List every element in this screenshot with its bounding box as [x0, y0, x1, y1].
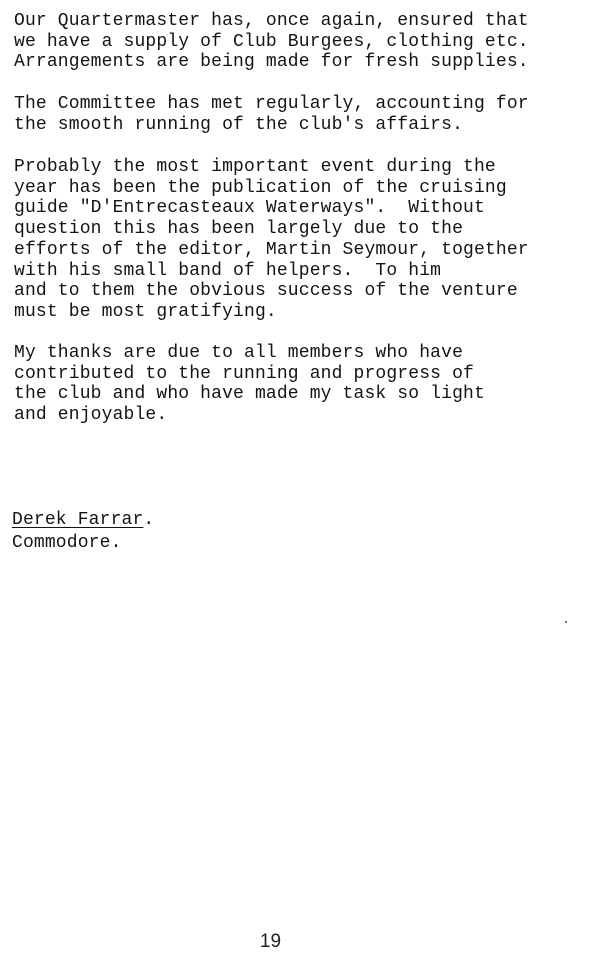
text-line: the smooth running of the club's affairs.: [14, 114, 464, 135]
text-line: Our Quartermaster has, once again, ensured that: [14, 11, 529, 31]
text-line: guide "D'Entrecasteaux Waterways". Without: [14, 198, 485, 219]
text-line: year has been the publication of the cruising: [14, 177, 507, 198]
signature-name: Derek Farrar: [12, 510, 144, 530]
paragraph-committee: [14, 94, 529, 135]
text-line: and enjoyable.: [14, 405, 168, 426]
paragraph-thanks: [14, 343, 485, 426]
text-line: we have a supply of Club Burgees, clothing etc.: [14, 31, 529, 52]
signature-title: Commodore.: [12, 533, 122, 553]
signature-name-suffix: .: [143, 510, 155, 530]
text-line: Arrangements are being made for fresh supplies.: [14, 52, 529, 73]
text-line: Probably the most important event during the: [14, 157, 496, 177]
text-line: with his small band of helpers. To him: [14, 260, 442, 281]
text-line: My thanks are due to all members who have: [14, 343, 464, 363]
scan-speck: [565, 621, 567, 623]
text-line: and to them the obvious success of the venture: [14, 281, 518, 302]
signature-block: [12, 509, 154, 555]
text-line: must be most gratifying.: [14, 301, 277, 322]
text-line: efforts of the editor, Martin Seymour, together: [14, 239, 529, 260]
text-line: question this has been largely due to the: [14, 219, 464, 240]
text-line: the club and who have made my task so light: [14, 384, 485, 405]
paragraph-quartermaster: [14, 11, 529, 73]
paragraph-publication: [14, 157, 529, 323]
signature-line: [12, 509, 154, 532]
text-line: The Committee has met regularly, accounting for: [14, 94, 529, 114]
text-line: contributed to the running and progress of: [14, 363, 474, 384]
page-number: 19: [259, 931, 282, 952]
